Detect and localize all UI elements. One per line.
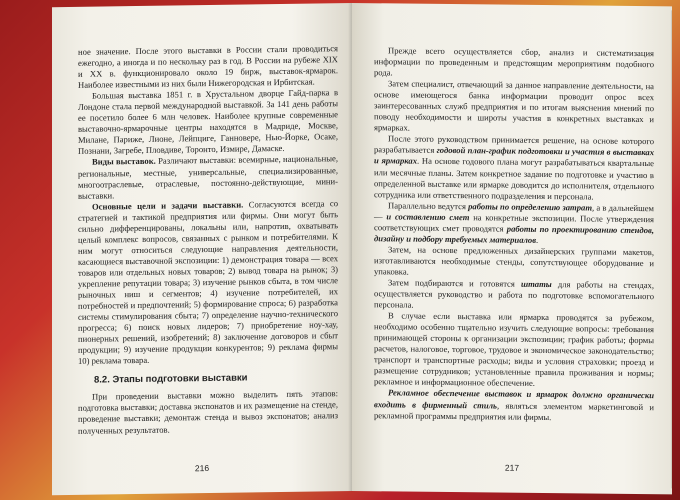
right-page bbox=[352, 3, 672, 494]
left-page bbox=[52, 3, 352, 495]
paragraph: Затем, на основе предложенных дизайнерских группами макетов, изготавливаются необходимые стенды, сопутствующее оборудование и упаковка. bbox=[374, 244, 654, 277]
page-number: 216 bbox=[194, 462, 210, 474]
section-heading: 8.2. Этапы подготовки выставки bbox=[94, 372, 248, 386]
paragraph: Затем подбираются и готовятся штаты для работы на стендах, осуществляется руководство и работа по подготовке вспомогательного персонала. bbox=[374, 277, 655, 310]
paragraph: Параллельно ведутся работы по определению затрат, а в дальнейшем — и составлению смет на конкретные экспозиции. После утверждения соответствующих смет проводятся работы по проектированию стендов, дизайну и подбору требуемых материалов. bbox=[374, 200, 655, 245]
paragraph: После этого руководством принимается решение, на основе которого разрабатывается годовой план-график подготовки и участия в выставках и ярмарках. На основе годового плана могут разрабатываться квартальные или месячные планы. Затем конкретное задание по подготовке и участию в определенной выставке или ярмарке доводится до исполнителя, отдельного сотрудника или ответственного подразделения и персонала. bbox=[374, 133, 654, 202]
term-label: Виды выставок. bbox=[92, 156, 156, 168]
term-label: Основные цели и задачи выставки. bbox=[92, 199, 244, 212]
page-edges bbox=[670, 10, 672, 488]
paragraph: Основные цели и задачи выставки. Согласуются всегда со стратегией и тактикой предприятия или фирмы. Они могут быть сильно дифференцированы, локальны или, напротив, охватывать целый комплекс вопросов, связанных с рынком и потребителями. К ним могут относиться следующие направления деятельности, касающиеся выставочной экспозиции: 1) демонстрация товара — всех товаров или отдельных новых товаров; 2) вывод товара на рынок; 3) укрепление репутации товара; 3) изучение рынков сбыта, в том числе рыночных ниш и сегментов; 4) изучение потребителей, их потребностей и предпочтений; 5) формирование спроса; 6) разработка системы стимулирования сбыта; 7) определение научно-технического прогресса; 6) поиск новых лидеров; 7) приобретение ноу-хау, пионерных решений, изобретений; 8) заключение договоров и сбыт продукции; 9) изучение продукции конкурентов; 9) реклама фирмы 10) реклама товара. bbox=[78, 197, 339, 367]
page-number: 217 bbox=[504, 462, 520, 473]
paragraph: Прежде всего осуществляется сбор, анализ и систематизация информации по проведенным и предстоящим мероприятиям подобного рода. bbox=[374, 45, 654, 78]
paragraph: Рекламное обеспечение выставок и ярмарок должно органически входить в фирменный стиль, являться элементом маркетинговой и рекламной программы предприятия или фирмы. bbox=[374, 387, 654, 422]
paragraph: Виды выставок. Различают выставки: всемирные, национальные, региональные, местные, универсальные, специализированные, многоотраслевые, отраслевые, постоянно-действующие, мини-выставки. bbox=[78, 153, 338, 201]
paragraph: ное значение. После этого выставки в России стали проводиться ежегодно, а иногда и по нескольку раз в год. В России на рубеже XIX и XX в. функционировало около 19 бирж, выставок-ярмарок. Наиболее известными из них были Нижегородская и Ирбитская. bbox=[78, 43, 338, 90]
paragraph: В случае если выставка или ярмарка проводятся за рубежом, необходимо особенно тщательно изучить следующие вопросы: требования принимающей стороны к организации экспозиции; график работы; формы расчетов, налоговое, торговое, трудовое и экономическое законодательство; транспорт и транспортные расходы; виды и условия страховки; проезд и размещение сотрудников; установленные правила проживания и нормы; рекламное и информационное обеспечение. bbox=[374, 310, 654, 389]
paragraph: Большая выставка 1851 г. в Хрустальном дворце Гайд-парка в Лондоне стала первой международной выставкой. За 141 день работы ее посетило более 6 млн человек. Наиболее крупные современные выставочно-ярмарочные центры находятся в Мадриде, Москве, Милане, Париже, Лионе, Лейпциге, Ганновере, Нью-Йорке, Осаке, Познани, Загребе, Пловдиве, Торонто, Измире, Дамаске. bbox=[78, 87, 338, 157]
paragraph: Затем специалист, отвечающий за данное направление деятельности, на основе имеющегося банка информации проводит опрос всех заинтересованных служб предприятия и по итогам выяснения мнений по поводу необходимости и широты участия в конкретных выставках и ярмарках. bbox=[374, 78, 654, 133]
open-book bbox=[52, 3, 676, 493]
paragraph: При проведении выставки можно выделить пять этапов: подготовка выставки; доставка экспонатов и их размещение на стенде, проведение выставки; демонтаж стенда и вывоз экспонатов; анализ полученных результатов. bbox=[78, 388, 338, 436]
